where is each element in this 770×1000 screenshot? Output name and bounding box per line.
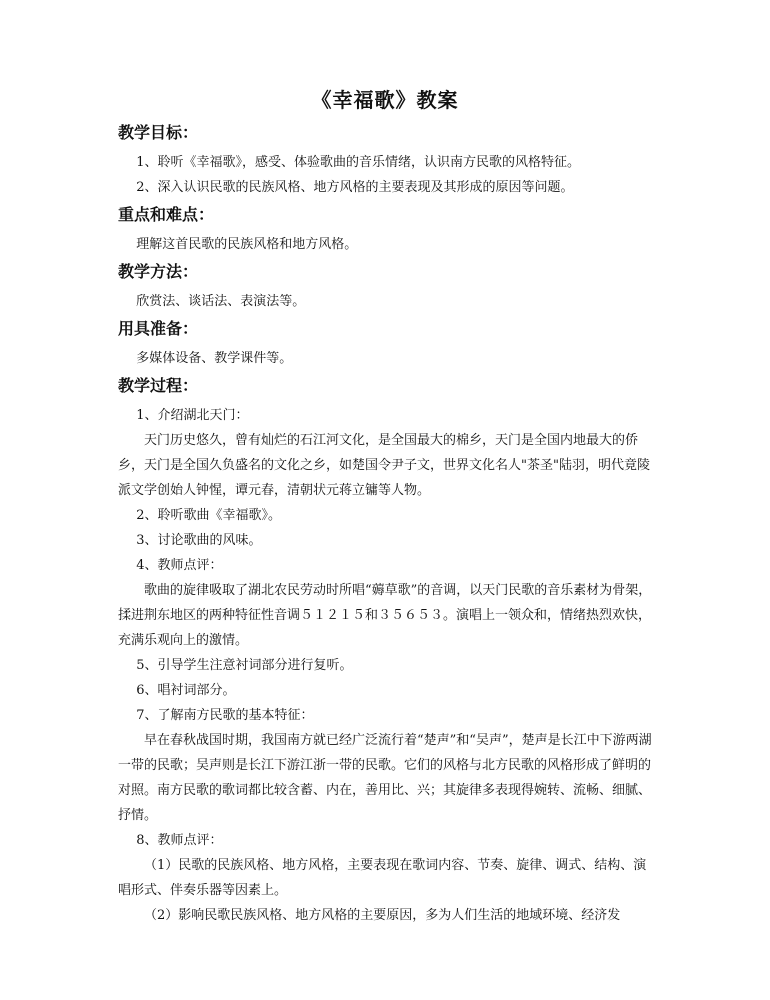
goal-item: 1、聆听《幸福歌》，感受、体验歌曲的音乐情绪，认识南方民歌的风格特征。 <box>136 155 580 170</box>
tools-text: 多媒体设备、教学课件等。 <box>136 351 293 366</box>
process-step: 2、聆听歌曲《幸福歌》。 <box>136 508 281 523</box>
heading-key-points: 重点和难点： <box>118 205 215 224</box>
process-step: 6、唱衬词部分。 <box>136 683 236 698</box>
document-title: 《幸福歌》教案 <box>311 88 459 112</box>
process-step: 7、了解南方民歌的基本特征： <box>136 708 314 723</box>
process-paragraph: （1）民歌的民族风格、地方风格，主要表现在歌词内容、节奏、旋律、调式、结构、演唱形式、伴奏乐器等因素上。 <box>118 858 647 898</box>
process-step: 3、讨论歌曲的风味。 <box>136 533 262 548</box>
process-step: 4、教师点评： <box>136 558 223 573</box>
key-points-text: 理解这首民歌的民族风格和地方风格。 <box>136 237 358 252</box>
process-step: 1、介绍湖北天门： <box>136 408 249 423</box>
heading-goals: 教学目标： <box>118 123 199 142</box>
heading-methods: 教学方法： <box>118 262 199 281</box>
process-step: 8、教师点评： <box>136 833 223 848</box>
process-paragraph: 歌曲的旋律吸取了湖北农民劳动时所唱“薅草歌”的音调，以天门民歌的音乐素材为骨架，揉进荆东地区的两种特征性音调５１２１５和３５６５３。演唱上一领众和，情绪热烈欢快，充满乐观向上的激情。 <box>118 583 652 648</box>
process-paragraph: （2）影响民歌民族风格、地方风格的主要原因，多为人们生活的地域环境、经济发 <box>144 908 621 923</box>
process-step: 5、引导学生注意衬词部分进行复听。 <box>136 658 353 673</box>
heading-tools: 用具准备： <box>118 319 199 338</box>
methods-text: 欣赏法、谈话法、表演法等。 <box>136 294 306 309</box>
document-body <box>118 122 658 928</box>
process-paragraph: 早在春秋战国时期，我国南方就已经广泛流行着“楚声”和“吴声”，楚声是长江中下游两湖一带的民歌；吴声则是长江下游江浙一带的民歌。它们的风格与北方民歌的风格形成了鲜明的对照。南方民歌的歌词都比较含蓄、内在，善用比、兴；其旋律多表现得婉转、流畅、细腻、抒情。 <box>118 733 652 823</box>
heading-process: 教学过程： <box>118 376 199 395</box>
goal-item: 2、深入认识民歌的民族风格、地方风格的主要表现及其形成的原因等问题。 <box>136 180 574 195</box>
process-paragraph: 天门历史悠久，曾有灿烂的石江河文化，是全国最大的棉乡，天门是全国内地最大的侨乡，天门是全国久负盛名的文化之乡，如楚国令尹子文，世界文化名人"茶圣"陆羽，明代竟陵派文学创始人钟惺，谭元春，清朝状元蒋立镛等人物。 <box>118 433 650 498</box>
